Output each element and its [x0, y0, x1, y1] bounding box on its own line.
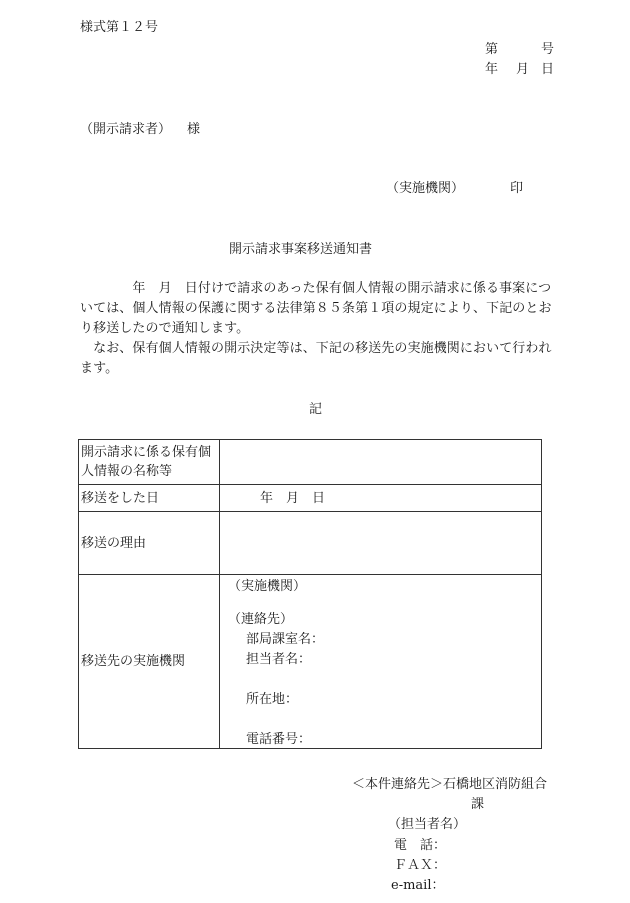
department-field: 部局課室名： — [246, 632, 325, 647]
contact-lead: ＜本件連絡先＞石橋地区消防組合 — [352, 777, 548, 792]
address-field: 所在地： — [246, 692, 299, 707]
table-row — [79, 512, 542, 575]
contact-email: e-mail： — [391, 878, 445, 893]
info-name-label: 開示請求に係る保有個人情報の名称等 — [79, 440, 220, 485]
destination-agency-value — [220, 575, 542, 749]
ki-heading: 記 — [309, 402, 323, 417]
table-row — [79, 440, 542, 485]
date-day-label: 日 — [541, 62, 555, 77]
destination-agency-field: （実施機関） — [228, 579, 307, 594]
form-number: 様式第１２号 — [80, 20, 159, 35]
sender-agency-label: （実施機関） — [386, 181, 465, 196]
date-year-label: 年 — [485, 62, 499, 77]
transfer-date-placeholder: 年 月 日 — [260, 490, 326, 506]
transfer-date-value — [220, 485, 542, 512]
transfer-reason-label: 移送の理由 — [79, 512, 220, 575]
body-paragraph-1: 年 月 日付けで請求のあった保有個人情報の開示請求に係る事案については、個人情報の保護に関する法律第８５条第１項の規定により、下記のとおり移送したので通知します。 — [80, 281, 552, 336]
contact-fax: ＦＡＸ： — [394, 858, 447, 873]
contact-phone: 電 話： — [394, 838, 447, 853]
document-number-label: 第 — [485, 42, 499, 57]
requester-honorific: 様 — [187, 122, 201, 137]
document-number-suffix: 号 — [541, 42, 555, 57]
contact-heading: （連絡先） — [228, 612, 294, 627]
seal-mark: 印 — [510, 181, 524, 196]
contact-person: （担当者名） — [388, 817, 467, 832]
requester-label: （開示請求者） — [80, 122, 172, 137]
transfer-reason-value — [220, 512, 542, 575]
body-paragraph-2: なお、保有個人情報の開示決定等は、下記の移送先の実施機関において行われます。 — [80, 341, 552, 376]
document-title: 開示請求事案移送通知書 — [229, 242, 373, 257]
table-row — [79, 575, 542, 749]
phone-number-field: 電話番号： — [246, 732, 312, 747]
info-name-value — [220, 440, 542, 485]
contact-department: 課 — [471, 797, 485, 812]
destination-agency-label: 移送先の実施機関 — [79, 575, 220, 749]
table-row — [79, 485, 542, 512]
transfer-details-table — [78, 439, 542, 749]
person-in-charge-field: 担当者名： — [246, 652, 312, 667]
date-month-label: 月 — [516, 62, 530, 77]
notice-body — [80, 279, 558, 379]
transfer-date-label: 移送をした日 — [79, 485, 220, 512]
